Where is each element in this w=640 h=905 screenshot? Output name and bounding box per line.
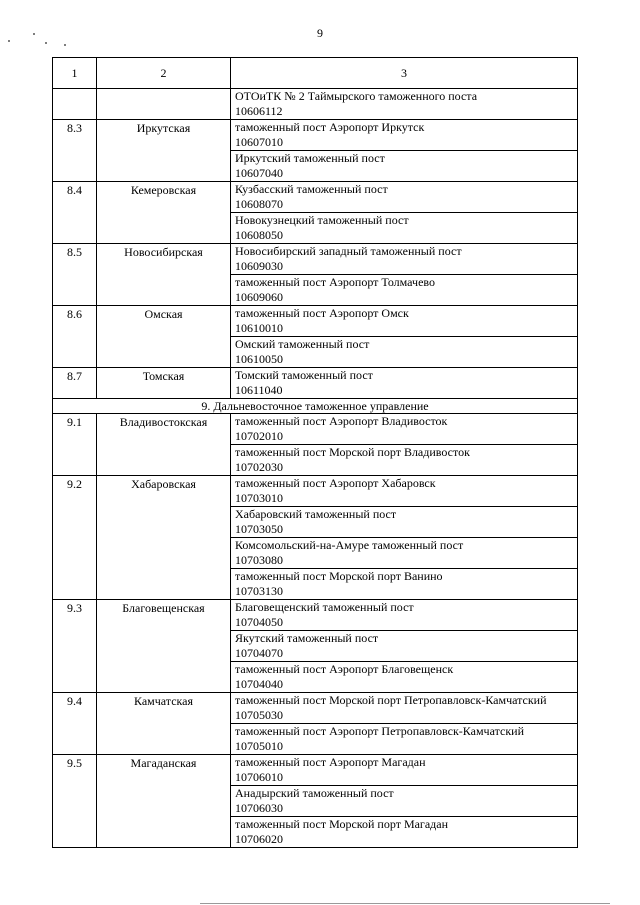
row-number: 8.3	[53, 120, 97, 182]
region-name: Камчатская	[97, 693, 231, 755]
empty-cell	[97, 89, 231, 120]
post-code: 10705030	[235, 708, 283, 722]
region-name: Владивостокская	[97, 414, 231, 476]
region-name: Кемеровская	[97, 182, 231, 244]
post-cell	[231, 213, 578, 244]
post-name: таможенный пост Аэропорт Иркутск	[235, 120, 425, 134]
table-row	[53, 693, 578, 724]
post-code: 10606112	[235, 104, 283, 118]
post-cell	[231, 120, 578, 151]
post-name: Новосибирский западный таможенный пост	[235, 244, 462, 258]
table-row	[53, 600, 578, 631]
scan-speck	[45, 42, 47, 44]
post-cell	[231, 693, 578, 724]
post-cell	[231, 600, 578, 631]
post-name: таможенный пост Аэропорт Благовещенск	[235, 662, 454, 676]
region-name: Магаданская	[97, 755, 231, 848]
region-name: Новосибирская	[97, 244, 231, 306]
post-code: 10702030	[235, 460, 283, 474]
scan-speck	[64, 44, 66, 46]
post-name: Якутский таможенный пост	[235, 631, 379, 645]
post-name: таможенный пост Морской порт Владивосток	[235, 445, 470, 459]
post-name: таможенный пост Аэропорт Магадан	[235, 755, 426, 769]
header-row	[53, 58, 578, 89]
page-number: 9	[317, 26, 323, 40]
row-number: 9.3	[53, 600, 97, 693]
post-code: 10609030	[235, 259, 283, 273]
post-name: Омский таможенный пост	[235, 337, 370, 351]
row-number: 8.7	[53, 368, 97, 399]
column-header-1: 1	[53, 58, 97, 89]
table-row	[53, 89, 578, 120]
post-cell	[231, 507, 578, 538]
post-name: Томский таможенный пост	[235, 368, 373, 382]
post-cell	[231, 569, 578, 600]
table-row	[53, 755, 578, 786]
post-name: Кузбасский таможенный пост	[235, 182, 388, 196]
post-code: 10608070	[235, 197, 283, 211]
post-cell	[231, 275, 578, 306]
post-name: Новокузнецкий таможенный пост	[235, 213, 409, 227]
post-name: таможенный пост Морской порт Петропавловск-Камчатский	[235, 693, 547, 707]
row-number: 8.4	[53, 182, 97, 244]
row-number: 8.5	[53, 244, 97, 306]
post-code: 10704040	[235, 677, 283, 691]
table-row	[53, 476, 578, 507]
column-header-3: 3	[231, 58, 578, 89]
post-code: 10703080	[235, 553, 283, 567]
post-name: Иркутский таможенный пост	[235, 151, 385, 165]
post-cell	[231, 337, 578, 368]
table-row	[53, 244, 578, 275]
post-code: 10703010	[235, 491, 283, 505]
post-code: 10703050	[235, 522, 283, 536]
post-code: 10704050	[235, 615, 283, 629]
scan-speck	[33, 33, 35, 35]
post-name: таможенный пост Аэропорт Хабаровск	[235, 476, 436, 490]
post-name: таможенный пост Аэропорт Петропавловск-Камчатский	[235, 724, 524, 738]
post-name: Анадырский таможенный пост	[235, 786, 394, 800]
post-cell	[231, 755, 578, 786]
row-number: 9.5	[53, 755, 97, 848]
post-code: 10702010	[235, 429, 283, 443]
table-row	[53, 120, 578, 151]
scan-speck	[8, 40, 10, 42]
column-header-2: 2	[97, 58, 231, 89]
post-code: 10706020	[235, 832, 283, 846]
post-code: 10607040	[235, 166, 283, 180]
table-row	[53, 182, 578, 213]
post-cell	[231, 724, 578, 755]
post-cell	[231, 538, 578, 569]
post-cell	[231, 662, 578, 693]
post-code: 10610050	[235, 352, 283, 366]
scan-edge-line	[200, 903, 610, 904]
post-name: таможенный пост Морской порт Магадан	[235, 817, 449, 831]
table-row	[53, 368, 578, 399]
post-code: 10703130	[235, 584, 283, 598]
post-cell	[231, 89, 578, 120]
region-name: Благовещенская	[97, 600, 231, 693]
customs-posts-table	[52, 57, 578, 848]
post-cell	[231, 306, 578, 337]
post-name: Благовещенский таможенный пост	[235, 600, 414, 614]
post-name: Хабаровский таможенный пост	[235, 507, 397, 521]
region-name: Иркутская	[97, 120, 231, 182]
post-code: 10607010	[235, 135, 283, 149]
post-name: Комсомольский-на-Амуре таможенный пост	[235, 538, 464, 552]
section-row	[53, 399, 578, 414]
post-cell	[231, 476, 578, 507]
post-cell	[231, 368, 578, 399]
post-name: ОТОиТК № 2 Таймырского таможенного поста	[235, 89, 478, 103]
post-code: 10704070	[235, 646, 283, 660]
row-number: 8.6	[53, 306, 97, 368]
region-name: Омская	[97, 306, 231, 368]
post-name: таможенный пост Морской порт Ванино	[235, 569, 443, 583]
section-title: 9. Дальневосточное таможенное управление	[53, 399, 578, 414]
region-name: Хабаровская	[97, 476, 231, 600]
row-number: 9.2	[53, 476, 97, 600]
row-number: 9.4	[53, 693, 97, 755]
post-cell	[231, 445, 578, 476]
row-number: 9.1	[53, 414, 97, 476]
post-cell	[231, 414, 578, 445]
region-name: Томская	[97, 368, 231, 399]
post-cell	[231, 182, 578, 213]
post-cell	[231, 786, 578, 817]
post-name: таможенный пост Аэропорт Омск	[235, 306, 409, 320]
post-cell	[231, 817, 578, 848]
post-cell	[231, 631, 578, 662]
table-row	[53, 306, 578, 337]
post-code: 10706030	[235, 801, 283, 815]
post-code: 10609060	[235, 290, 283, 304]
post-code: 10706010	[235, 770, 283, 784]
post-cell	[231, 151, 578, 182]
post-code: 10610010	[235, 321, 283, 335]
post-cell	[231, 244, 578, 275]
post-code: 10611040	[235, 383, 283, 397]
post-code: 10705010	[235, 739, 283, 753]
empty-cell	[53, 89, 97, 120]
post-name: таможенный пост Аэропорт Толмачево	[235, 275, 435, 289]
table-row	[53, 414, 578, 445]
post-name: таможенный пост Аэропорт Владивосток	[235, 414, 448, 428]
post-code: 10608050	[235, 228, 283, 242]
